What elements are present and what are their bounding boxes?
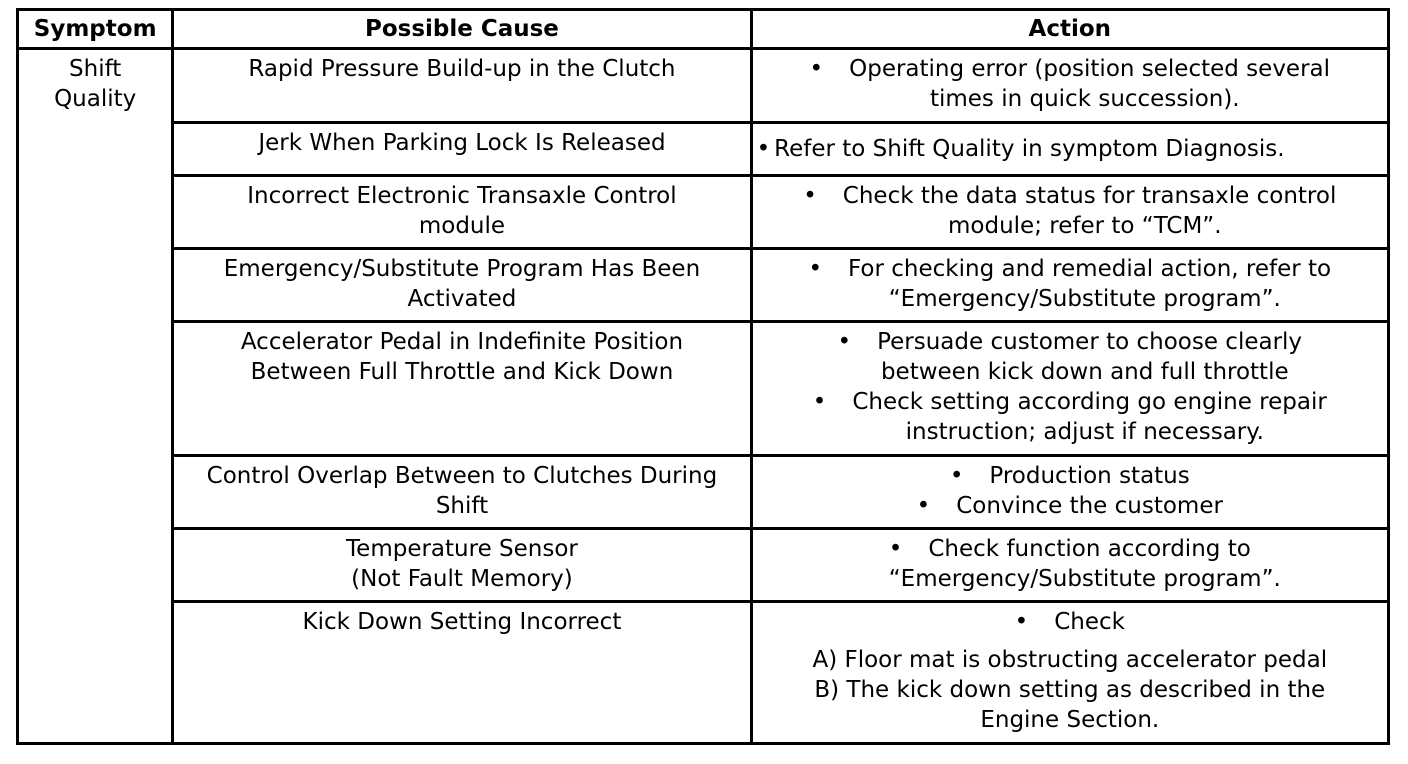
action-cell	[751, 49, 1388, 123]
cause-text: (Not Fault Memory)	[351, 566, 573, 592]
table-row	[18, 602, 1389, 744]
action-item: • Operating error (position selected several	[809, 56, 1331, 82]
action-item: • Check function according to	[888, 536, 1251, 562]
cause-text: Activated	[407, 286, 517, 312]
cause-cell	[173, 49, 751, 123]
action-item: • Refer to Shift Quality in symptom Diagnosis.	[756, 136, 1285, 162]
cause-text: Accelerator Pedal in Indefinite Position	[240, 329, 684, 355]
cause-cell	[173, 249, 751, 322]
bullet-icon: •	[756, 136, 771, 162]
action-text: A) Floor mat is obstructing accelerator pedal	[812, 647, 1328, 673]
table-row	[18, 529, 1389, 602]
action-item: • Check	[1014, 609, 1125, 635]
cause-cell	[173, 322, 751, 456]
table-row	[18, 123, 1389, 176]
bullet-icon: •	[812, 389, 827, 415]
symptom-line: Quality	[54, 86, 137, 112]
action-text: “Emergency/Substitute program”.	[888, 566, 1281, 592]
table-row	[18, 176, 1389, 249]
action-text: between kick down and full throttle	[880, 359, 1289, 385]
bullet-icon: •	[888, 536, 903, 562]
cause-text: Control Overlap Between to Clutches During	[206, 463, 718, 489]
cause-cell	[173, 176, 751, 249]
header-cause: Possible Cause	[173, 10, 751, 49]
action-text: B) The kick down setting as described in the	[814, 677, 1326, 703]
cause-text: Jerk When Parking Lock Is Released	[258, 130, 666, 156]
header-symptom: Symptom	[18, 10, 173, 49]
header-action: Action	[751, 10, 1388, 49]
bullet-icon: •	[809, 56, 824, 82]
action-item: • Check setting according go engine repair	[812, 389, 1327, 415]
cause-text: Kick Down Setting Incorrect	[302, 609, 622, 635]
header-row	[18, 10, 1389, 49]
action-cell	[751, 123, 1388, 176]
action-text: Engine Section.	[980, 707, 1160, 733]
action-item: • Convince the customer	[916, 493, 1223, 519]
action-cell	[751, 456, 1388, 529]
action-text: instruction; adjust if necessary.	[905, 419, 1264, 445]
action-cell	[751, 176, 1388, 249]
cause-text: Rapid Pressure Build-up in the Clutch	[248, 56, 676, 82]
action-text: times in quick succession).	[929, 86, 1240, 112]
bullet-icon: •	[1014, 609, 1029, 635]
action-text: module; refer to “TCM”.	[948, 213, 1222, 239]
cause-cell	[173, 529, 751, 602]
table-row	[18, 322, 1389, 456]
cause-text: Shift	[435, 493, 489, 519]
cause-text: module	[418, 213, 506, 239]
table-row	[18, 49, 1389, 123]
bullet-icon: •	[808, 256, 823, 282]
cause-text: Emergency/Substitute Program Has Been	[223, 256, 701, 282]
cause-cell	[173, 602, 751, 744]
bullet-icon: •	[803, 183, 817, 209]
action-text: “Emergency/Substitute program”.	[888, 286, 1281, 312]
cause-text: Incorrect Electronic Transaxle Control	[247, 183, 677, 209]
action-cell	[751, 602, 1388, 744]
action-cell	[751, 529, 1388, 602]
troubleshooting-table	[16, 8, 1390, 745]
cause-cell	[173, 123, 751, 176]
action-cell	[751, 322, 1388, 456]
cause-cell	[173, 456, 751, 529]
bullet-icon: •	[949, 463, 964, 489]
symptom-cell	[18, 49, 173, 744]
action-item: • Persuade customer to choose clearly	[837, 329, 1303, 355]
table-row	[18, 456, 1389, 529]
action-cell	[751, 249, 1388, 322]
symptom-line: Shift	[69, 56, 122, 82]
action-item: • For checking and remedial action, refer to	[808, 256, 1332, 282]
table-row	[18, 249, 1389, 322]
bullet-icon: •	[916, 493, 931, 519]
action-item: • Production status	[949, 463, 1190, 489]
cause-text: Temperature Sensor	[346, 536, 578, 562]
action-item: • Check the data status for transaxle control	[803, 183, 1337, 209]
cause-text: Between Full Throttle and Kick Down	[250, 359, 674, 385]
bullet-icon: •	[837, 329, 852, 355]
